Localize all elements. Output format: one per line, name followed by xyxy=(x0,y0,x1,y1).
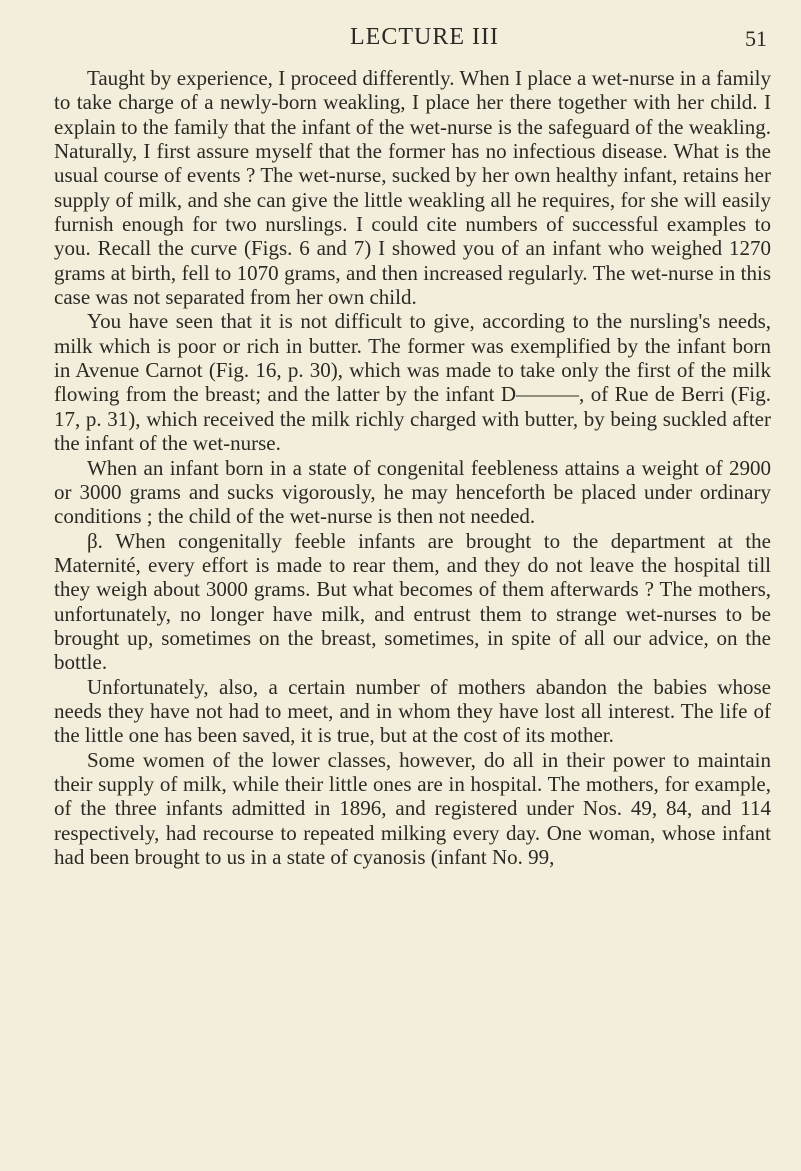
paragraph: You have seen that it is not difficult to give, according to the nursling's needs, milk which is poor or rich in butter. The former was exemplified by the infant born in Avenue Carnot (Fig. 16, p. 30), which was made to take only the first of the milk flowing from the breast; and the latter by the infant D———, of Rue de Berri (Fig. 17, p. 31), which received the milk richly charged with butter, by being suckled after the infant of the wet-nurse. xyxy=(54,309,771,456)
body-text xyxy=(54,66,771,869)
page-number: 51 xyxy=(745,26,767,51)
paragraph: Taught by experience, I proceed differently. When I place a wet-nurse in a family to take charge of a newly-born weakling, I place her there together with her child. I explain to the family that the infant of the wet-nurse is the safeguard of the weakling. Naturally, I first assure myself that the former has no infectious disease. What is the usual course of events ? The wet-nurse, sucked by her own healthy infant, retains her supply of milk, and she can give the little weakling all he requires, for she will easily furnish enough for two nurslings. I could cite numbers of successful examples to you. Recall the curve (Figs. 6 and 7) I showed you of an infant who weighed 1270 grams at birth, fell to 1070 grams, and then increased regularly. The wet-nurse in this case was not separated from her own child. xyxy=(54,66,771,310)
paragraph: Some women of the lower classes, however, do all in their power to maintain their supply of milk, while their little ones are in hospital. The mothers, for example, of the three infants admitted in 1896, and registered under Nos. 49, 84, and 114 respectively, had recourse to repeated milking every day. One woman, whose infant had been brought to us in a state of cyanosis (infant No. 99, xyxy=(54,747,771,869)
paragraph: When an infant born in a state of congenital feebleness attains a weight of 2900 or 3000 grams and sucks vigorously, he may henceforth be placed under ordinary conditions ; the child of the wet-nurse is then not needed. xyxy=(54,455,771,529)
running-head: LECTURE III xyxy=(350,24,499,50)
paragraph: Unfortunately, also, a certain number of mothers abandon the babies whose needs they have not had to meet, and in whom they have lost all interest. The life of the little one has been saved, it is true, but at the cost of its mother. xyxy=(54,674,771,748)
paragraph: β. When congenitally feeble infants are brought to the department at the Maternité, every effort is made to rear them, and they do not leave the hospital till they weigh about 3000 grams. But what becomes of them afterwards ? The mothers, unfortunately, no longer have milk, and entrust them to strange wet-nurses to be brought up, sometimes on the breast, sometimes, in spite of all our advice, on the bottle. xyxy=(54,528,771,675)
page-header xyxy=(54,0,771,66)
